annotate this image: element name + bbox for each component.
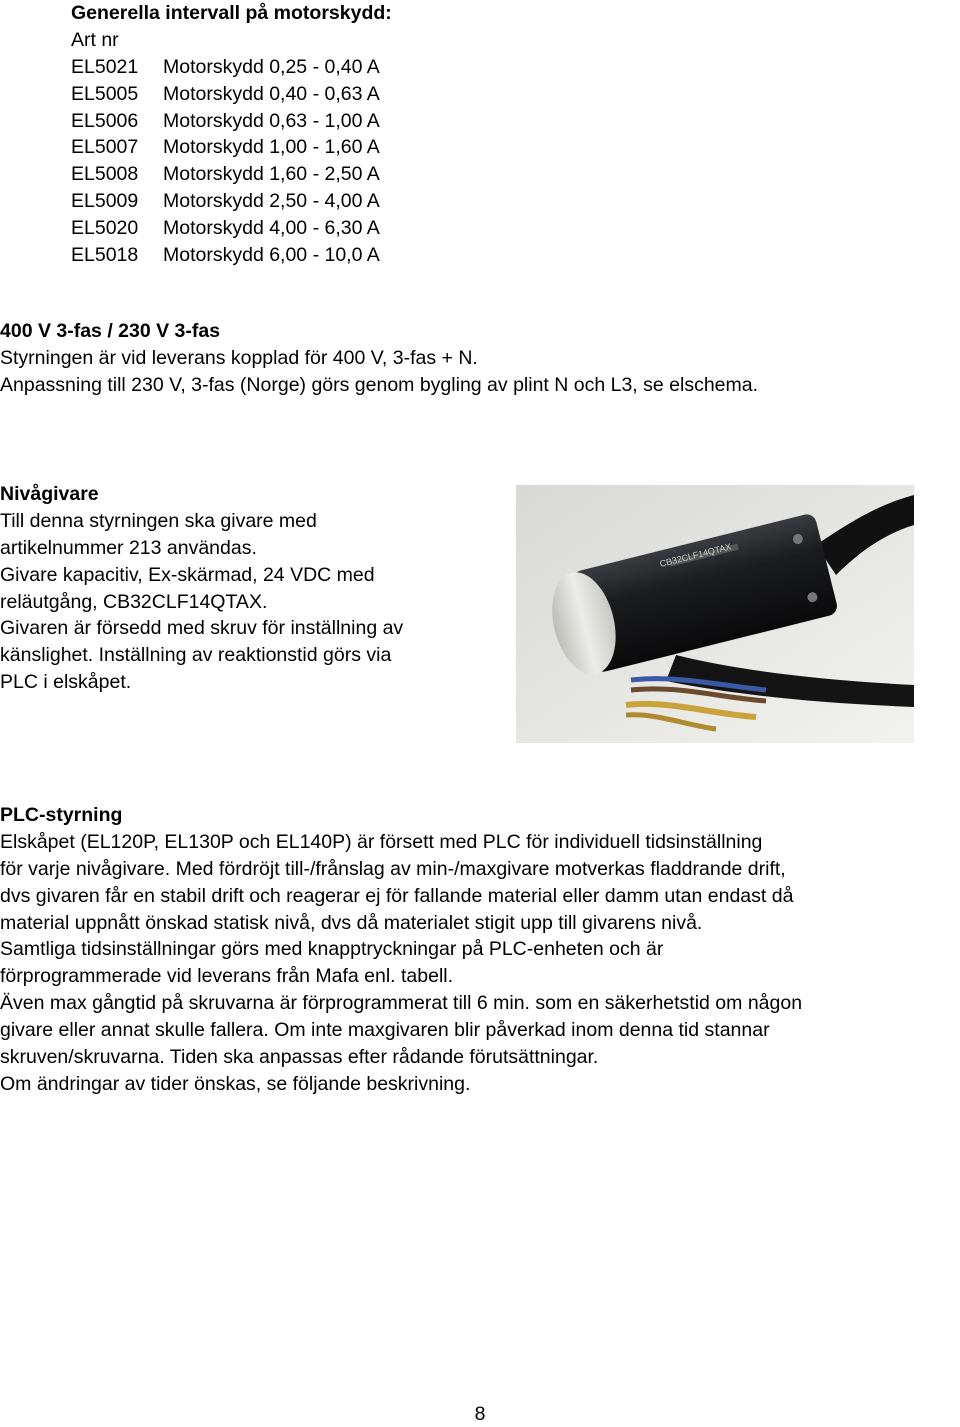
paragraph-line: känslighet. Inställning av reaktionstid görs via: [0, 644, 392, 667]
art-code: EL5007: [71, 136, 139, 159]
paragraph-line: skruven/skruvarna. Tiden ska anpassas efter rådande förutsättningar.: [0, 1046, 599, 1069]
art-code: EL5009: [71, 190, 139, 213]
paragraph-line: Anpassning till 230 V, 3-fas (Norge) görs genom bygling av plint N och L3, se elschema.: [0, 373, 759, 396]
paragraph-line: för varje nivågivare. Med fördröjt till-/frånslag av min-/maxgivare motverkas fladdrande drift,: [0, 857, 786, 880]
paragraph-line: givare eller annat skulle fallera. Om inte maxgivaren blir påverkad inom denna tid stannar: [0, 1019, 770, 1042]
paragraph-line: Om ändringar av tider önskas, se följande beskrivning.: [0, 1072, 471, 1095]
paragraph-line: förprogrammerade vid leverans från Mafa enl. tabell.: [0, 965, 454, 988]
art-desc: Motorskydd 0,25 - 0,40 A: [163, 55, 380, 78]
art-nr-label: Art nr: [71, 28, 119, 51]
list-item: [71, 242, 392, 269]
paragraph-line: Till denna styrningen ska givare med: [0, 509, 317, 532]
paragraph-line: material uppnått önskad statisk nivå, dvs då materialet stigit upp till givarens nivå.: [0, 911, 703, 934]
voltage-section: [0, 318, 758, 399]
plc-heading: PLC-styrning: [0, 804, 123, 826]
art-desc: Motorskydd 0,63 - 1,00 A: [163, 109, 380, 132]
voltage-heading: 400 V 3-fas / 230 V 3-fas: [0, 320, 221, 342]
art-desc: Motorskydd 2,50 - 4,00 A: [163, 190, 380, 213]
art-code: EL5006: [71, 109, 139, 132]
level-sensor-heading: Nivågivare: [0, 483, 99, 505]
sensor-label: CB32CLF14QTAX: [658, 541, 733, 569]
list-item: [71, 54, 392, 81]
plc-section: [0, 802, 802, 1098]
list-item: [71, 108, 392, 135]
paragraph-line: artikelnummer 213 användas.: [0, 536, 257, 559]
motor-protection-list: [71, 54, 392, 269]
paragraph-line: Styrningen är vid leverans kopplad för 400 V, 3-fas + N.: [0, 346, 478, 369]
paragraph-line: Givare kapacitiv, Ex-skärmad, 24 VDC med: [0, 563, 375, 586]
art-desc: Motorskydd 0,40 - 0,63 A: [163, 82, 380, 105]
art-code: EL5018: [71, 244, 139, 267]
list-item: [71, 215, 392, 242]
art-desc: Motorskydd 6,00 - 10,0 A: [163, 244, 380, 267]
paragraph-line: dvs givaren får en stabil drift och reagerar ej för fallande material eller damm utan endast då: [0, 884, 794, 907]
page-number: 8: [474, 1403, 486, 1425]
art-code: EL5008: [71, 163, 139, 186]
art-code: EL5020: [71, 217, 139, 240]
list-item: [71, 188, 392, 215]
paragraph-line: Givaren är försedd med skruv för inställning av: [0, 617, 404, 640]
paragraph-line: Elskåpet (EL120P, EL130P och EL140P) är försett med PLC för individuell tidsinställning: [0, 830, 763, 853]
list-item: [71, 134, 392, 161]
art-code: EL5021: [71, 55, 139, 78]
list-item: [71, 81, 392, 108]
paragraph-line: reläutgång, CB32CLF14QTAX.: [0, 590, 268, 613]
paragraph-line: PLC i elskåpet.: [0, 671, 132, 694]
motor-protection-section: [71, 0, 392, 269]
list-item: [71, 161, 392, 188]
motor-protection-heading: Generella intervall på motorskydd:: [71, 2, 392, 24]
paragraph-line: Även max gångtid på skruvarna är förprogrammerat till 6 min. som en säkerhetstid om någon: [0, 992, 803, 1015]
level-sensor-section: [0, 481, 403, 696]
sensor-photo: [516, 485, 914, 743]
art-code: EL5005: [71, 82, 139, 105]
art-desc: Motorskydd 1,60 - 2,50 A: [163, 163, 380, 186]
art-desc: Motorskydd 1,00 - 1,60 A: [163, 136, 380, 159]
art-desc: Motorskydd 4,00 - 6,30 A: [163, 217, 380, 240]
paragraph-line: Samtliga tidsinställningar görs med knapptryckningar på PLC-enheten och är: [0, 938, 664, 961]
